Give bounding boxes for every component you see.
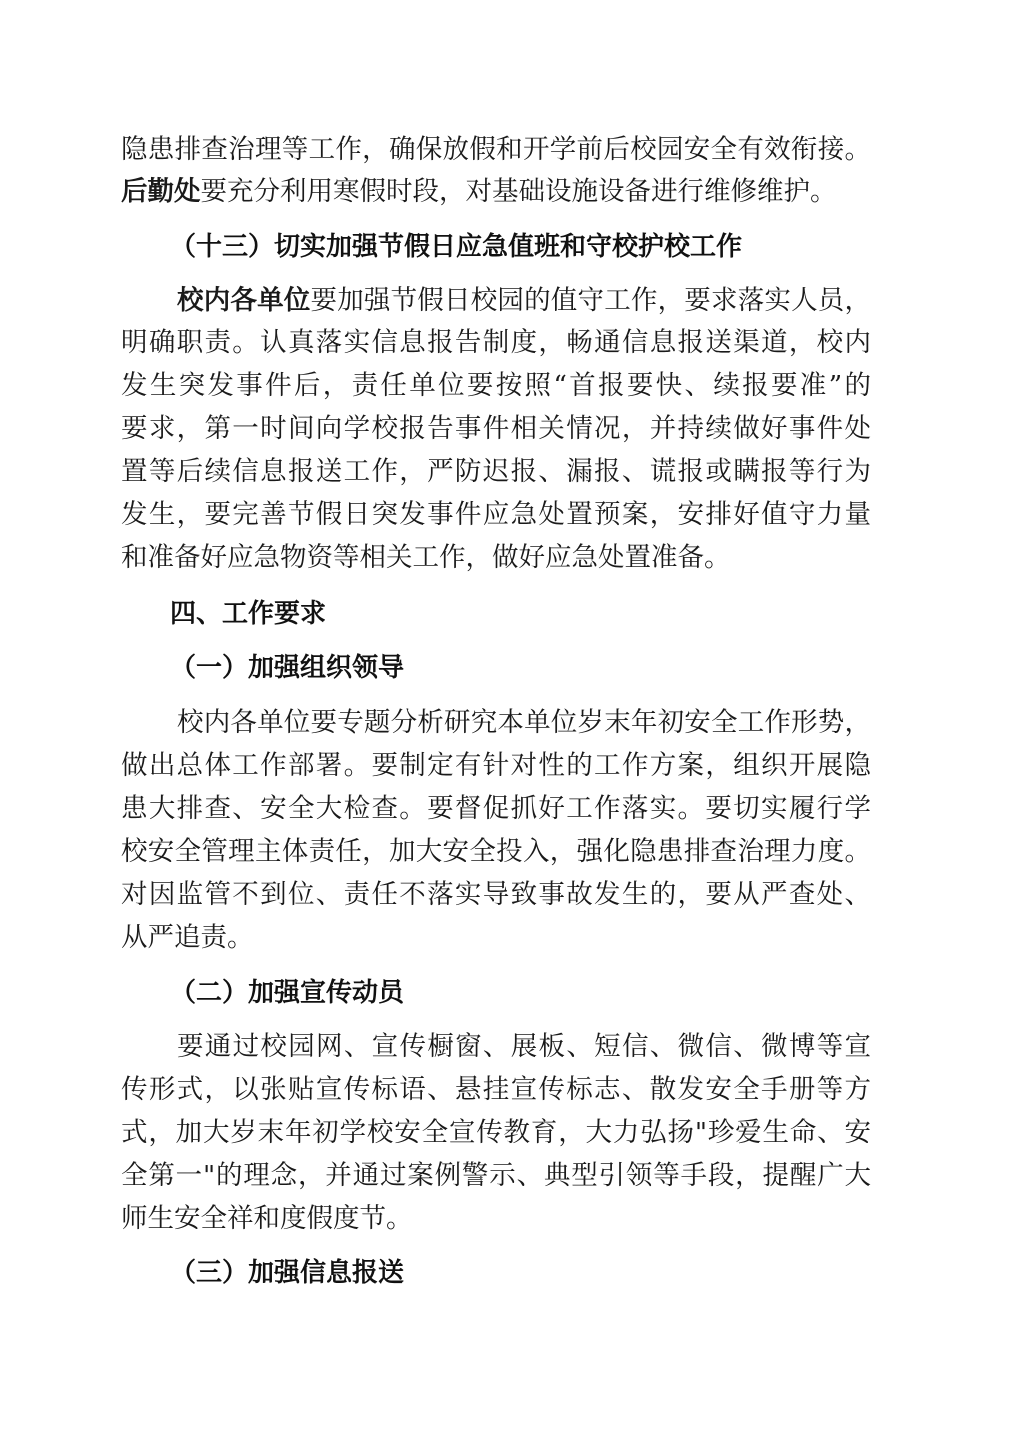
paragraph-text: 要加强节假日校园的值守工作，要求落实人员， bbox=[310, 285, 871, 316]
paragraph-text: 要充分利用寒假时段，对基础设施设备进行维修维护。 bbox=[200, 176, 837, 207]
paragraph-line: 校安全管理主体责任，加大安全投入，强化隐患排查治理力度。 bbox=[121, 836, 871, 867]
bold-lead-text: 校内各单位 bbox=[177, 285, 311, 316]
paragraph-line: 校内各单位要专题分析研究本单位岁末年初安全工作形势， bbox=[177, 707, 871, 738]
paragraph-line: 对因监管不到位、责任不落实导致事故发生的，要从严查处、 bbox=[121, 879, 871, 910]
paragraph-line: 从严追责。 bbox=[121, 922, 254, 953]
subsection-heading: （二）加强宣传动员 bbox=[170, 978, 405, 1008]
paragraph-line: 发生，要完善节假日突发事件应急处置预案，安排好值守力量 bbox=[121, 499, 871, 530]
section-heading: 四、工作要求 bbox=[170, 599, 327, 629]
paragraph-line: 传形式，以张贴宣传标语、悬挂宣传标志、散发安全手册等方 bbox=[121, 1074, 871, 1105]
paragraph-line bbox=[121, 172, 871, 212]
paragraph-line: 和准备好应急物资等相关工作，做好应急处置准备。 bbox=[121, 542, 731, 573]
section-heading: （十三）切实加强节假日应急值班和守校护校工作 bbox=[170, 232, 743, 262]
paragraph-line: 式，加大岁末年初学校安全宣传教育，大力弘扬"珍爱生命、安 bbox=[121, 1117, 871, 1148]
paragraph-line: 置等后续信息报送工作，严防迟报、漏报、谎报或瞒报等行为 bbox=[121, 456, 871, 487]
paragraph-line: 明确职责。认真落实信息报告制度，畅通信息报送渠道，校内 bbox=[121, 327, 871, 358]
paragraph-line: 要求，第一时间向学校报告事件相关情况，并持续做好事件处 bbox=[121, 413, 871, 444]
paragraph-line: 全第一"的理念，并通过案例警示、典型引领等手段，提醒广大 bbox=[121, 1160, 871, 1191]
paragraph-line: 做出总体工作部署。要制定有针对性的工作方案，组织开展隐 bbox=[121, 750, 871, 781]
paragraph-line: 要通过校园网、宣传橱窗、展板、短信、微信、微博等宣 bbox=[177, 1031, 871, 1062]
subsection-heading: （三）加强信息报送 bbox=[170, 1258, 405, 1288]
paragraph-line bbox=[177, 281, 871, 321]
paragraph-line: 发生突发事件后，责任单位要按照“首报要快、续报要准”的 bbox=[121, 370, 871, 401]
bold-lead-text: 后勤处 bbox=[121, 176, 201, 207]
paragraph-line: 隐患排查治理等工作，确保放假和开学前后校园安全有效衔接。 bbox=[121, 134, 871, 165]
paragraph-line: 师生安全祥和度假度节。 bbox=[121, 1203, 413, 1234]
subsection-heading: （一）加强组织领导 bbox=[170, 653, 405, 683]
paragraph-line: 患大排查、安全大检查。要督促抓好工作落实。要切实履行学 bbox=[121, 793, 871, 824]
